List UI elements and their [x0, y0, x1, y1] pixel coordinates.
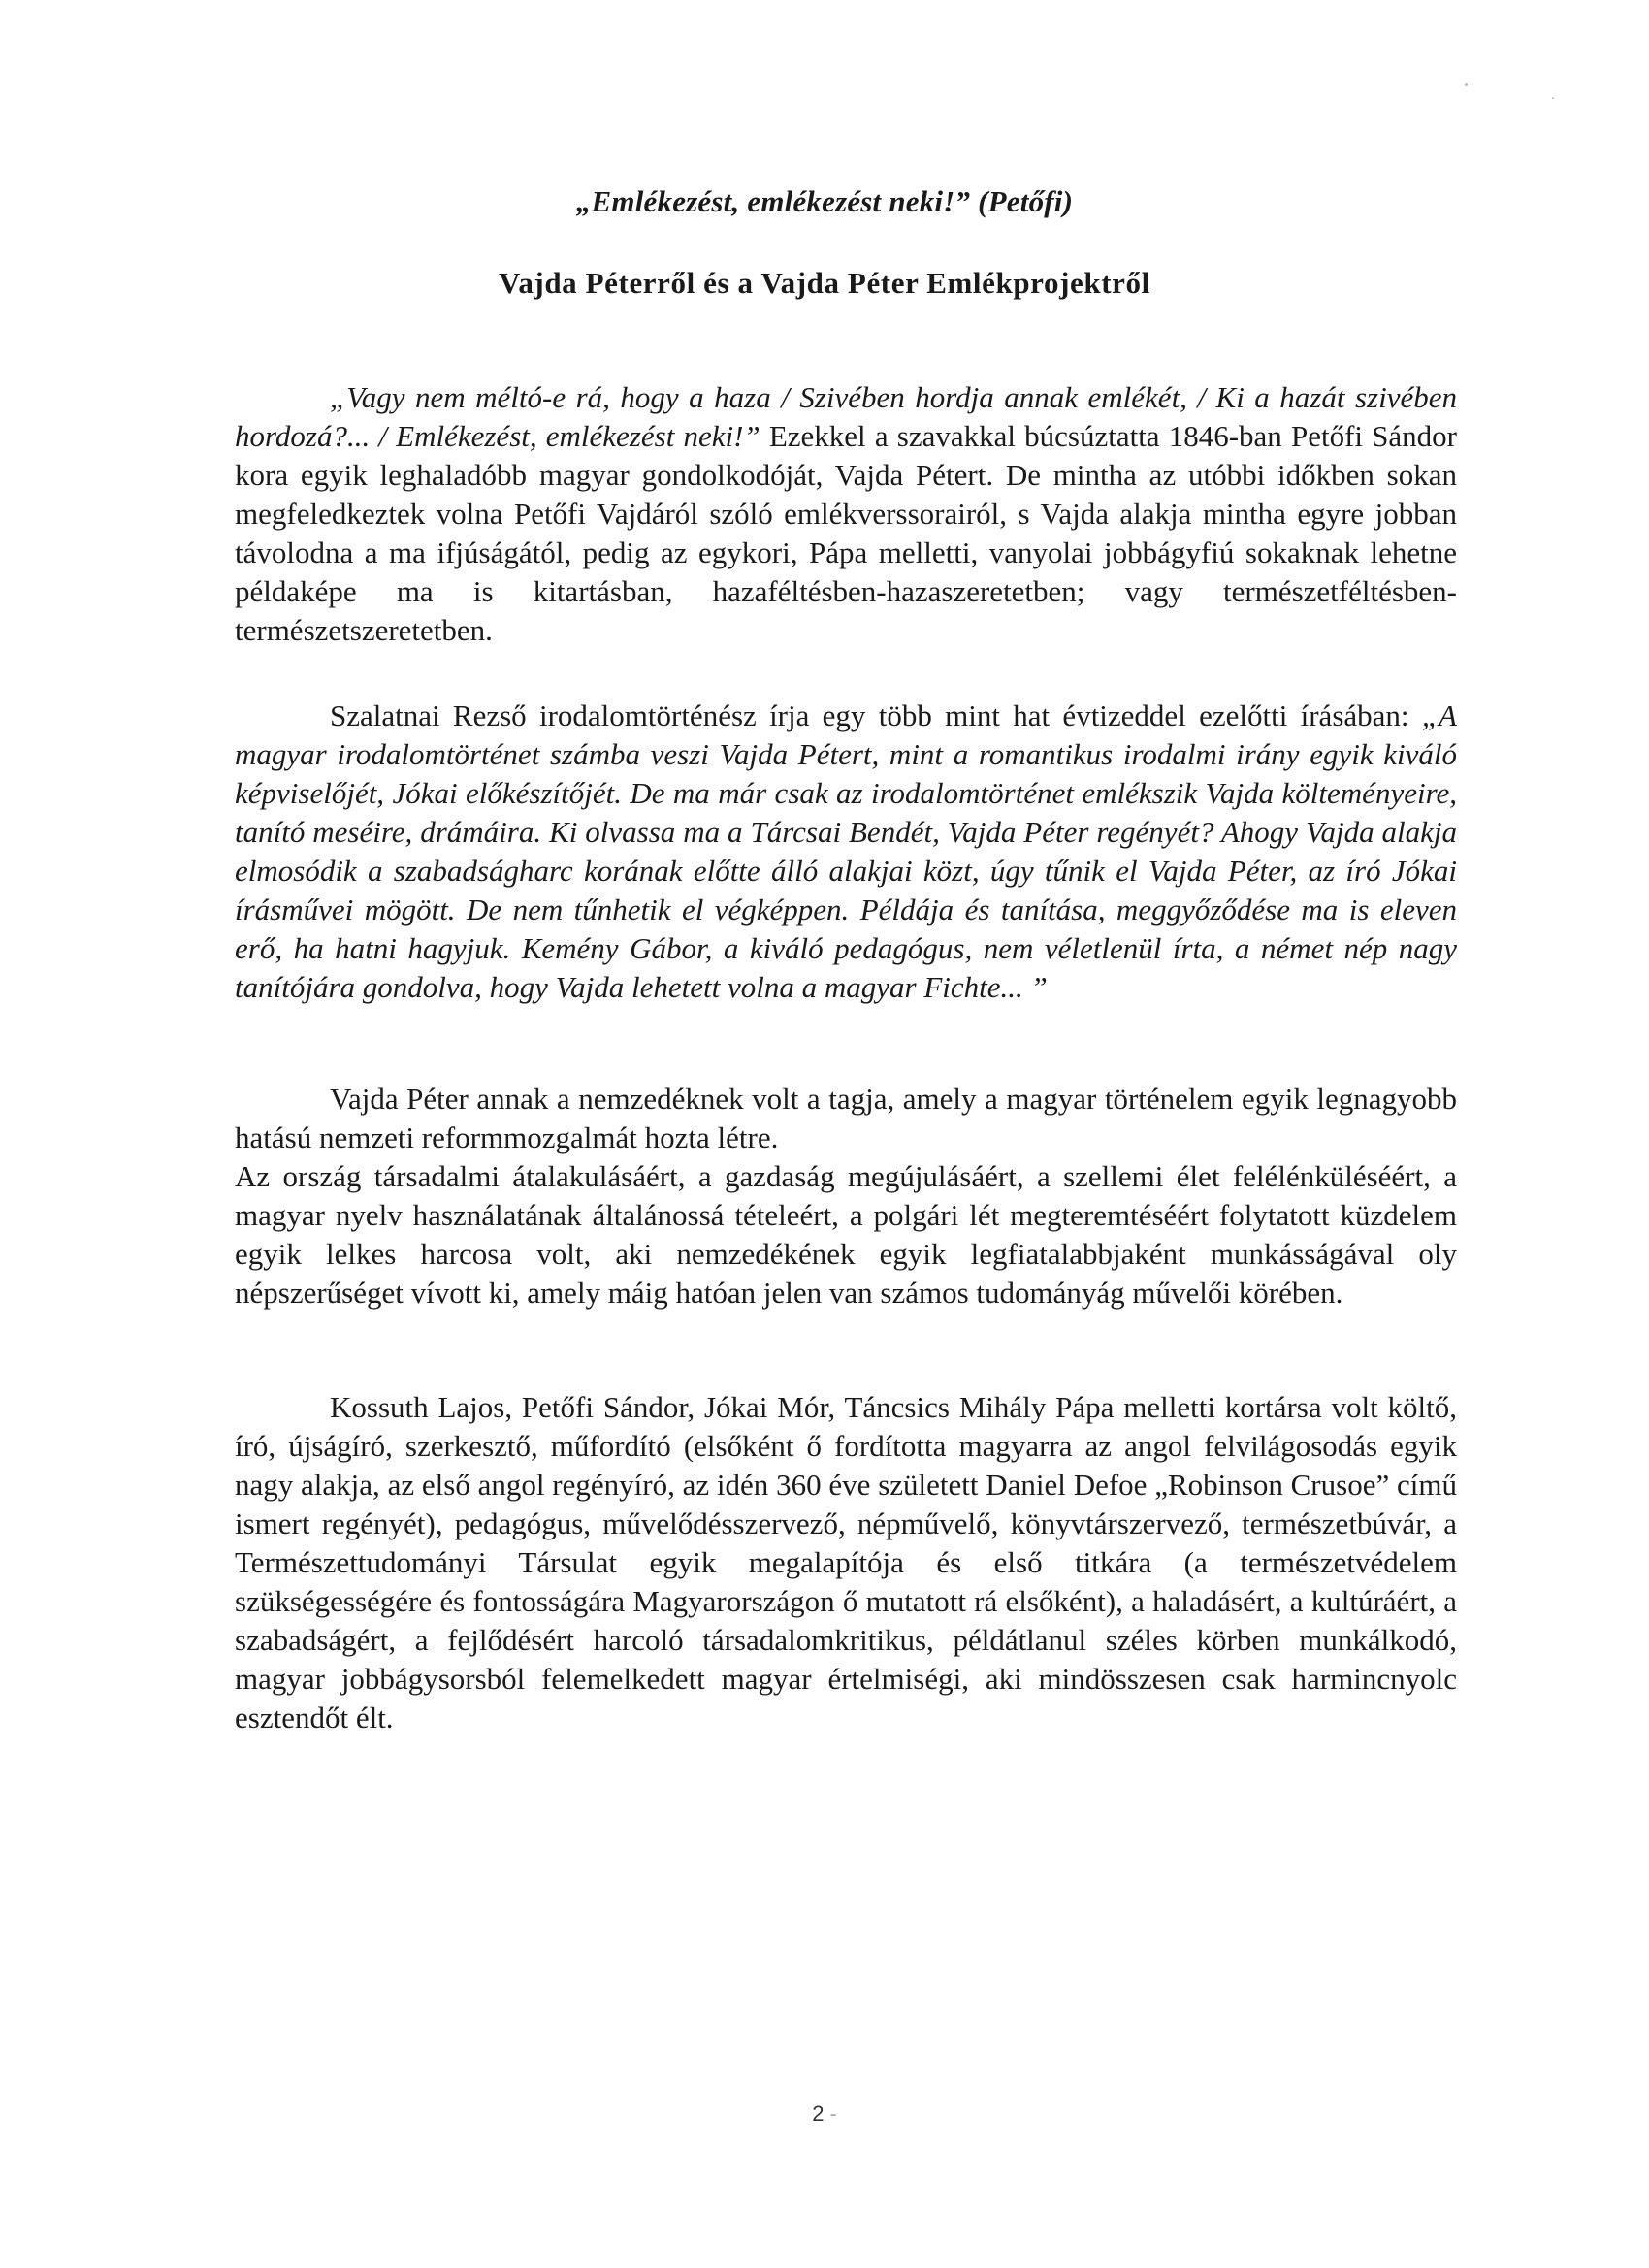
title-quote: „Emlékezést, emlékezést neki!” (Petőfi): [575, 184, 1074, 218]
poem-quote: „Vagy nem méltó-e rá, hogy a haza / Szivében hordja annak emlékét, / Ki a hazát szivében hordozá?... / Emlékezést, emlékezést neki!”: [235, 380, 1457, 453]
paragraph-3-4: [235, 1080, 1457, 1312]
page-title: Vajda Péterről és a Vajda Péter Emlékprojektről: [499, 266, 1150, 300]
page-number: [0, 2101, 1649, 2126]
paragraph-3: Vajda Péter annak a nemzedéknek volt a tagja, amely a magyar történelem egyik legnagyobb hatású nemzeti reformmozgalmát hozta létre.: [235, 1082, 1457, 1154]
scan-speck: [1552, 97, 1554, 99]
szalatnai-quote: „A magyar irodalomtörténet számba veszi Vajda Pétert, mint a romantikus irodalmi irány egyik kiváló képviselőjét, Jókai előkészítőjét. De ma már csak az irodalomtörténet emlékszik Vajda költeményeire, tanító meséire, drámáira. Ki olvassa ma a Tárcsai Bendét, Vajda Péter regényét? Ahogy Vajda alakja elmosódik a szabadságharc korának előtte álló alakjai közt, úgy tűnik el Vajda Péter, az író Jókai írásművei mögött. De nem tűnhetik el végképpen. Példája és tanítása, meggyőződése ma is eleven erő, ha hatni hagyjuk. Kemény Gábor, a kiváló pedagógus, nem véletlenül írta, a német nép nagy tanítójára gondolva, hogy Vajda lehetett volna a magyar Fichte... ”: [235, 698, 1457, 1004]
paragraph-4: Az ország társadalmi átalakulásáért, a gazdaság megújulásáért, a szellemi élet felélénküléséért, a magyar nyelv használatának általánossá tételeért, a polgári lét megteremtéséért folytatott küzdelem egyik lelkes harcosa volt, aki nemzedékének egyik legfiatalabbjaként munkásságával oly népszerűséget vívott ki, amely máig hatóan jelen van számos tudományág művelői körében.: [235, 1159, 1457, 1310]
paragraph-2: [235, 697, 1457, 1007]
scan-speck: [1465, 83, 1468, 86]
paragraph-1-text: Ezekkel a szavakkal búcsúztatta 1846-ban Petőfi Sándor kora egyik leghaladóbb magyar gondolkodóját, Vajda Pétert. De mintha az utóbbi időkben sokan megfeledkeztek volna Petőfi Vajdáról szóló emlékverssorairól, s Vajda alakja mintha egyre jobban távolodna a ma ifjúságától, pedig az egykori, Pápa melletti, vanyolai jobbágyfiú sokaknak lehetne példaképe ma is kitartásban, hazaféltésben-hazaszeretetben; vagy természetféltésben-természetszeretetben.: [235, 419, 1457, 647]
page-number-value: 2: [812, 2101, 824, 2125]
paragraph-5: [235, 1388, 1457, 1737]
paragraph-1: [235, 378, 1457, 650]
paragraph-2-lead: Szalatnai Rezső irodalomtörténész írja egy több mint hat évtizeddel ezelőtti írásában:: [330, 698, 1422, 732]
paragraph-5-text: Kossuth Lajos, Petőfi Sándor, Jókai Mór, Táncsics Mihály Pápa melletti kortársa volt költő, író, újságíró, szerkesztő, műfordító (elsőként ő fordította magyarra az angol felvilágosodás egyik nagy alakja, az első angol regényíró, az idén 360 éve született Daniel Defoe „Robinson Crusoe” című ismert regényét), pedagógus, művelődésszervező, népművelő, könyvtárszervező, természetbúvár, a Természettudományi Társulat egyik megalapítója és első titkára (a természetvédelem szükségességére és fontosságára Magyarországon ő mutatott rá elsőként), a haladásért, a kultúráért, a szabadságért, a fejlődésért harcoló társadalomkritikus, példátlanul széles körben munkálkodó, magyar jobbágysorsból felemelkedett magyar értelmiségi, aki mindösszesen csak harmincnyolc esztendőt élt.: [235, 1390, 1457, 1734]
page-number-mark: -: [829, 2101, 837, 2125]
